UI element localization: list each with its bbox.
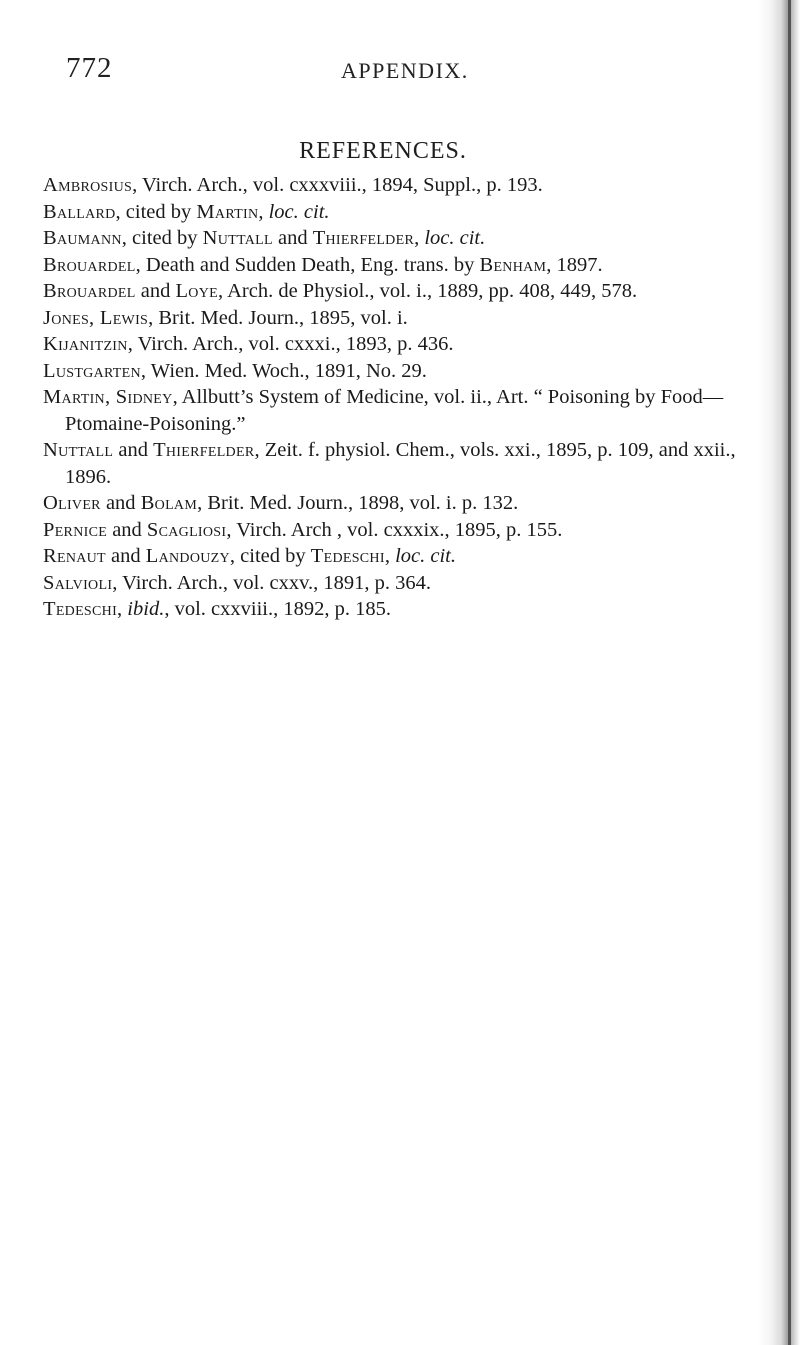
citation-text: and (113, 439, 154, 461)
citation-text: , (414, 227, 425, 249)
page-number: 772 (66, 52, 113, 84)
author-name: Brouardel (43, 280, 136, 302)
running-head: APPENDIX. (341, 58, 469, 83)
reference-entry (43, 517, 743, 544)
section-title: REFERENCES. (299, 138, 467, 164)
author-name: Scagliosi (146, 518, 227, 541)
italic-citation: loc. cit. (424, 227, 486, 249)
reference-entry (43, 305, 743, 332)
citation-text: , Zeit. f. physiol. Chem., vols. xxi., 1895, p. 109, and xxii., 1896. (65, 439, 736, 488)
italic-citation: loc. cit. (395, 545, 456, 567)
author-name: Landouzy (145, 545, 230, 567)
reference-list (43, 172, 743, 623)
author-name: Pernice (43, 518, 108, 541)
author-name: Ambrosius (43, 174, 133, 196)
author-name: Tedeschi (43, 598, 118, 620)
author-name: Salvioli (43, 571, 113, 594)
citation-text: , cited by (229, 545, 311, 567)
author-name: Martin (196, 200, 259, 223)
citation-text: , Virch. Arch , vol. cxxxix., 1895, p. 155. (226, 518, 563, 541)
citation-text: , cited by (121, 227, 203, 249)
author-name: Kijanitzin (43, 333, 128, 355)
citation-text: , (117, 598, 128, 620)
citation-text: , Virch. Arch., vol. cxxv., 1891, p. 364. (112, 571, 432, 594)
author-name: Brouardel (43, 253, 136, 276)
author-name: Thierfelder (153, 439, 255, 461)
citation-text: , 1897. (546, 253, 603, 276)
reference-entry (43, 331, 743, 358)
reference-entry (43, 543, 743, 570)
author-name: Baumann (43, 227, 122, 249)
citation-text: and (272, 227, 313, 249)
author-name: Oliver (43, 492, 101, 514)
page-edge-shadow (758, 0, 800, 1345)
citation-text: , Virch. Arch., vol. cxxxviii., 1894, Suppl., p. 193. (132, 174, 543, 196)
author-name: Lustgarten (43, 359, 141, 382)
reference-entry (43, 278, 743, 305)
reference-entry (43, 225, 743, 252)
citation-text: , (258, 200, 269, 223)
author-name: Nuttall (43, 439, 114, 461)
citation-text: , Brit. Med. Journ., 1898, vol. i. p. 132. (197, 492, 519, 514)
italic-citation: ibid. (127, 598, 165, 620)
citation-text: , cited by (115, 200, 197, 223)
citation-text: , Allbutt’s System of Medicine, vol. ii., Art. “ Poisoning by Food—Ptomaine-Poisoning.” (65, 386, 724, 435)
citation-text: and (100, 492, 141, 514)
citation-text: , (384, 545, 396, 567)
reference-entry (43, 252, 743, 279)
author-name: Benham (479, 253, 547, 276)
page-edge-line (788, 0, 791, 1345)
citation-text: and (107, 518, 147, 541)
author-name: Thierfelder (312, 227, 415, 249)
reference-entry (43, 358, 743, 385)
citation-text: and (105, 545, 146, 567)
citation-text: and (135, 280, 176, 302)
author-name: Martin, Sidney (43, 386, 173, 408)
author-name: Jones, Lewis (43, 306, 149, 329)
reference-entry (43, 384, 743, 437)
citation-text: , vol. cxxviii., 1892, p. 185. (164, 598, 391, 620)
author-name: Renaut (43, 545, 106, 567)
page-header (66, 52, 786, 92)
author-name: Ballard (43, 200, 116, 223)
author-name: Tedeschi (310, 545, 385, 567)
citation-text: , Virch. Arch., vol. cxxxi., 1893, p. 436. (127, 333, 454, 355)
author-name: Loye (175, 280, 218, 302)
reference-entry (43, 437, 743, 490)
citation-text: , Wien. Med. Woch., 1891, No. 29. (140, 359, 427, 382)
reference-entry (43, 199, 743, 226)
author-name: Nuttall (202, 227, 273, 249)
citation-text: , Arch. de Physiol., vol. i., 1889, pp. 408, 449, 578. (217, 280, 638, 302)
citation-text: , Death and Sudden Death, Eng. trans. by (135, 253, 480, 276)
reference-entry (43, 490, 743, 517)
citation-text: , Brit. Med. Journ., 1895, vol. i. (148, 306, 408, 329)
reference-entry (43, 172, 743, 199)
reference-entry (43, 570, 743, 597)
italic-citation: loc. cit. (268, 200, 330, 223)
author-name: Bolam (140, 492, 198, 514)
reference-entry (43, 596, 743, 623)
